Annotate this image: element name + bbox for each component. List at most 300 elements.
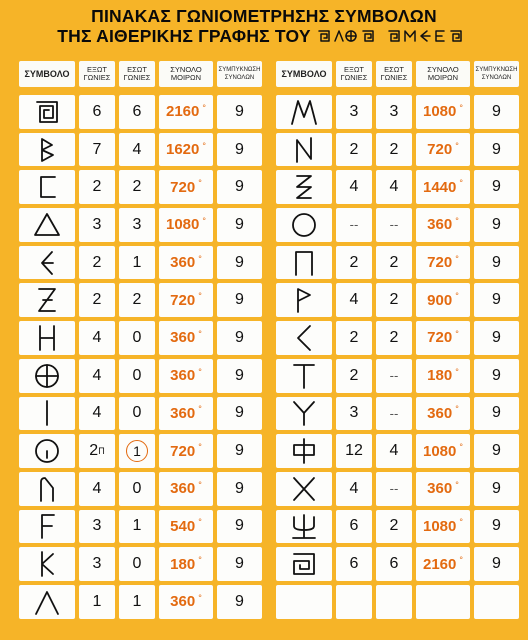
int-angles-value: 0: [132, 328, 142, 346]
sum-total-value: 9: [235, 517, 244, 535]
ext-angles-cell: [336, 472, 372, 506]
degree-mark: °: [202, 215, 206, 226]
int-angles-cell: [119, 170, 155, 204]
table-row: [17, 583, 264, 621]
total-degrees-cell: [416, 547, 470, 581]
degree-mark: °: [198, 366, 202, 377]
sum-total-value: 9: [492, 442, 501, 460]
total-degrees-value: 1440: [423, 178, 457, 196]
beta-like-icon: [32, 135, 62, 165]
sum-total-value: 9: [235, 253, 244, 271]
total-degrees-cell: [159, 510, 213, 544]
sum-total-value: 9: [235, 404, 244, 422]
ext-angles-cell: [79, 547, 115, 581]
int-angles-value: 6: [389, 555, 399, 573]
sum-total-value: 9: [492, 366, 501, 384]
lambda-icon: [32, 587, 62, 617]
total-degrees-cell: [159, 246, 213, 280]
symbol-cell: [19, 170, 75, 204]
int-angles-cell: [119, 397, 155, 431]
total-degrees-value: 360: [170, 593, 196, 611]
int-angles-value: 2: [389, 517, 399, 535]
degree-mark: °: [198, 479, 202, 490]
spiral-g-icon: [289, 549, 319, 579]
ext-angles-value: 2: [92, 253, 102, 271]
header-ext-angles: ΕΞΩΤ ΓΩΝΙΕΣ: [79, 61, 115, 87]
sum-total-cell: [217, 585, 262, 619]
total-degrees-value: 2160: [423, 555, 457, 573]
sum-total-cell: [217, 246, 262, 280]
total-degrees-cell: [159, 434, 213, 468]
sum-total-cell: [217, 321, 262, 355]
symbol-cell: [276, 283, 332, 317]
sum-total-value: 9: [235, 479, 244, 497]
total-degrees-value: 1080: [423, 442, 457, 460]
sum-total-value: 9: [235, 328, 244, 346]
k-glyph-icon: [32, 549, 62, 579]
total-degrees-cell: [416, 283, 470, 317]
degree-mark: °: [198, 291, 202, 302]
degree-mark: °: [459, 555, 463, 566]
int-angles-value: 6: [132, 102, 142, 120]
ext-angles-cell: [79, 133, 115, 167]
ext-angles-value: 12: [345, 442, 363, 460]
sum-total-cell: [474, 472, 519, 506]
symbol-cell: [276, 321, 332, 355]
total-degrees-value: 1080: [423, 517, 457, 535]
sum-total-value: 9: [492, 215, 501, 233]
n-glyph-icon: [289, 135, 319, 165]
ext-angles-value: 6: [349, 555, 359, 573]
sigma-glyph-icon: [289, 323, 319, 353]
degree-mark: °: [455, 140, 459, 151]
int-angles-value: 3: [389, 102, 399, 120]
sum-total-value: 9: [492, 517, 501, 535]
total-degrees-cell: [159, 359, 213, 393]
total-degrees-cell: [416, 95, 470, 129]
total-degrees-cell: [159, 397, 213, 431]
table-row: [274, 508, 521, 546]
ext-angles-cell: [79, 95, 115, 129]
degree-mark: °: [198, 517, 202, 528]
sum-total-cell: [217, 133, 262, 167]
total-degrees-value: 2160: [166, 103, 200, 121]
ext-angles-value: 4: [92, 328, 102, 346]
table-row: [274, 357, 521, 395]
table-row: [274, 244, 521, 282]
phi-glyph-icon: [289, 436, 319, 466]
ext-angles-value: 7: [92, 140, 102, 158]
int-angles-value: 1: [132, 253, 142, 271]
ext-angles-value: 4: [349, 178, 359, 196]
header-ext-angles: ΕΞΩΤ ΓΩΝΙΕΣ: [336, 61, 372, 87]
xi-glyph-icon: [289, 172, 319, 202]
degree-mark: °: [202, 102, 206, 113]
ext-angles-value: 3: [349, 404, 359, 422]
degree-mark: °: [455, 366, 459, 377]
degree-mark: °: [455, 291, 459, 302]
ext-angles-cell: [79, 321, 115, 355]
sum-total-cell: [474, 434, 519, 468]
ext-angles-value: 6: [349, 517, 359, 535]
sum-total-value: 9: [492, 328, 501, 346]
header-total-degrees: ΣΥΝΟΛΟ ΜΟΙΡΩΝ: [416, 61, 470, 87]
total-degrees-cell: [159, 133, 213, 167]
symbol-cell: [276, 434, 332, 468]
ext-angles-cell: [79, 246, 115, 280]
bracket-c-icon: [32, 172, 62, 202]
int-angles-cell: [376, 208, 412, 242]
symbol-cell: [276, 208, 332, 242]
sum-total-value: 9: [492, 291, 501, 309]
script-word-2-icon: [387, 28, 471, 44]
symbol-cell: [19, 472, 75, 506]
sum-total-cell: [217, 510, 262, 544]
symbol-cell: [276, 472, 332, 506]
total-degrees-value: 360: [170, 367, 196, 385]
table-row: [274, 93, 521, 131]
sum-total-value: 9: [492, 555, 501, 573]
ext-angles-cell: [336, 283, 372, 317]
int-angles-cell: [119, 472, 155, 506]
total-degrees-cell: [416, 472, 470, 506]
ext-angles-superscript: Π: [98, 446, 105, 457]
sum-total-value: 9: [235, 291, 244, 309]
header-sum-total: ΣΥΜΠΥΚΝΩΣΗ ΣΥΝΟΛΩΝ: [474, 61, 519, 87]
int-angles-cell: [376, 547, 412, 581]
sum-total-cell: [217, 170, 262, 204]
table-row: [274, 319, 521, 357]
ext-angles-cell: [336, 170, 372, 204]
sum-total-cell: [217, 359, 262, 393]
circle-dot-icon: [32, 436, 62, 466]
sum-total-cell: [474, 208, 519, 242]
total-degrees-cell: [159, 208, 213, 242]
int-angles-value: 1: [126, 440, 148, 462]
sum-total-cell: [217, 547, 262, 581]
total-degrees-value: 180: [427, 367, 453, 385]
int-angles-value: --: [389, 405, 399, 421]
symbol-cell: [276, 95, 332, 129]
ext-angles-value: 3: [349, 102, 359, 120]
symbol-cell: [19, 510, 75, 544]
sum-total-cell: [474, 170, 519, 204]
degree-mark: °: [198, 442, 202, 453]
degree-mark: °: [455, 479, 459, 490]
int-angles-value: --: [389, 217, 399, 233]
table-row: [274, 206, 521, 244]
degree-mark: °: [455, 404, 459, 415]
int-angles-cell: [119, 359, 155, 393]
sum-total-cell: [217, 208, 262, 242]
degree-mark: °: [198, 404, 202, 415]
int-angles-cell: [376, 170, 412, 204]
header-total-degrees: ΣΥΝΟΛΟ ΜΟΙΡΩΝ: [159, 61, 213, 87]
header-symbol: ΣΥΜΒΟΛΟ: [19, 61, 75, 87]
int-angles-cell: [376, 510, 412, 544]
ext-angles-cell: [79, 208, 115, 242]
symbol-cell: [19, 321, 75, 355]
int-angles-cell: [119, 95, 155, 129]
title: [0, 6, 528, 46]
table-row: [274, 281, 521, 319]
symbol-cell: [19, 434, 75, 468]
table-row-empty: [274, 583, 521, 621]
int-angles-cell: [119, 585, 155, 619]
sum-total-value: 9: [235, 140, 244, 158]
sum-total-value: 9: [492, 178, 501, 196]
symbol-cell: [19, 397, 75, 431]
ext-angles-value: 2: [349, 366, 359, 384]
sum-total-value: 9: [235, 555, 244, 573]
sum-total-value: 9: [235, 442, 244, 460]
table-row: [17, 395, 264, 433]
total-degrees-value: 360: [170, 480, 196, 498]
degree-mark: °: [198, 328, 202, 339]
total-degrees-value: 360: [170, 329, 196, 347]
int-angles-cell: [119, 283, 155, 317]
int-angles-cell: [119, 434, 155, 468]
table-row: [17, 244, 264, 282]
int-angles-cell: [376, 472, 412, 506]
ext-angles-cell: [79, 472, 115, 506]
triangle-icon: [32, 210, 62, 240]
int-angles-value: 0: [132, 366, 142, 384]
sum-total-cell: [217, 95, 262, 129]
total-degrees-value: 720: [427, 141, 453, 159]
degree-mark: °: [202, 140, 206, 151]
degree-mark: °: [198, 253, 202, 264]
sum-total-value: 9: [235, 592, 244, 610]
total-degrees-value: 720: [170, 178, 196, 196]
int-angles-value: 1: [132, 592, 142, 610]
sum-total-cell: [474, 246, 519, 280]
symbol-cell: [19, 547, 75, 581]
ext-angles-value: 4: [349, 479, 359, 497]
total-degrees-value: 360: [170, 254, 196, 272]
sum-total-value: 9: [492, 253, 501, 271]
total-degrees-cell: [159, 170, 213, 204]
int-angles-value: 2: [389, 253, 399, 271]
sum-total-cell: [474, 547, 519, 581]
table-row: [17, 545, 264, 583]
vertical-bar-icon: [32, 398, 62, 428]
empty-cell: [376, 585, 412, 619]
script-word-1-icon: [317, 28, 381, 44]
circle-icon: [289, 210, 319, 240]
total-degrees-value: 360: [427, 216, 453, 234]
int-angles-value: 4: [389, 178, 399, 196]
table-row: [274, 168, 521, 206]
ext-angles-cell: [336, 510, 372, 544]
ext-angles-cell: [336, 397, 372, 431]
header-int-angles: ΕΣΩΤ ΓΩΝΙΕΣ: [119, 61, 155, 87]
sum-total-value: 9: [492, 479, 501, 497]
total-degrees-value: 360: [427, 480, 453, 498]
total-degrees-value: 360: [427, 404, 453, 422]
sum-total-cell: [474, 510, 519, 544]
table-row: [274, 432, 521, 470]
int-angles-cell: [119, 547, 155, 581]
total-degrees-value: 1080: [166, 216, 200, 234]
sum-total-cell: [474, 397, 519, 431]
z-glyph-icon: [32, 285, 62, 315]
sum-total-cell: [217, 472, 262, 506]
arrow-left-stem-icon: [32, 248, 62, 278]
int-angles-value: 3: [132, 215, 142, 233]
ext-angles-cell: [336, 246, 372, 280]
total-degrees-value: 720: [427, 254, 453, 272]
int-angles-value: 2: [389, 291, 399, 309]
int-angles-value: 0: [132, 555, 142, 573]
ext-angles-cell: [336, 321, 372, 355]
sum-total-value: 9: [235, 366, 244, 384]
sum-total-cell: [474, 133, 519, 167]
int-angles-value: 0: [132, 479, 142, 497]
degree-mark: °: [198, 592, 202, 603]
ext-angles-cell: [79, 510, 115, 544]
total-degrees-cell: [416, 359, 470, 393]
int-angles-cell: [376, 359, 412, 393]
symbol-cell: [276, 547, 332, 581]
ext-angles-cell: [336, 95, 372, 129]
total-degrees-value: 720: [170, 442, 196, 460]
total-degrees-value: 180: [170, 555, 196, 573]
symbol-cell: [19, 246, 75, 280]
int-angles-value: 2: [389, 140, 399, 158]
symbol-cell: [19, 208, 75, 242]
int-angles-cell: [376, 321, 412, 355]
sum-total-value: 9: [492, 404, 501, 422]
int-angles-cell: [119, 246, 155, 280]
y-glyph-icon: [289, 398, 319, 428]
circle-cross-icon: [32, 361, 62, 391]
int-angles-value: 4: [132, 140, 142, 158]
total-degrees-cell: [416, 133, 470, 167]
symbol-cell: [19, 283, 75, 317]
int-angles-cell: [119, 208, 155, 242]
ext-angles-cell: [79, 434, 115, 468]
x-glyph-icon: [289, 474, 319, 504]
sum-total-cell: [217, 397, 262, 431]
pi-glyph-icon: [289, 248, 319, 278]
ext-angles-cell: [79, 585, 115, 619]
m-glyph-icon: [289, 97, 319, 127]
ext-angles-value: 2: [349, 328, 359, 346]
total-degrees-cell: [416, 434, 470, 468]
sum-total-cell: [474, 95, 519, 129]
ext-angles-value: 4: [349, 291, 359, 309]
int-angles-cell: [376, 246, 412, 280]
total-degrees-cell: [159, 585, 213, 619]
sum-total-cell: [217, 434, 262, 468]
empty-cell: [276, 585, 332, 619]
title-line-2: [57, 26, 470, 46]
symbol-cell: [276, 397, 332, 431]
total-degrees-value: 720: [170, 291, 196, 309]
ext-angles-cell: [79, 283, 115, 317]
empty-cell: [336, 585, 372, 619]
f-glyph-icon: [32, 511, 62, 541]
total-degrees-value: 1080: [423, 103, 457, 121]
title-line-1: ΠΙΝΑΚΑΣ ΓΩΝΙΟΜΕΤΡΗΣΗΣ ΣΥΜΒΟΛΩΝ: [91, 6, 437, 26]
degree-mark: °: [198, 555, 202, 566]
right-table: [274, 93, 521, 621]
int-angles-value: --: [389, 481, 399, 497]
table-row: [17, 168, 264, 206]
sum-total-value: 9: [235, 102, 244, 120]
table-row: [17, 470, 264, 508]
table-row: [17, 93, 264, 131]
int-angles-value: --: [389, 368, 399, 384]
symbol-cell: [19, 95, 75, 129]
ext-angles-value: 2: [349, 140, 359, 158]
sum-total-cell: [474, 321, 519, 355]
degree-mark: °: [459, 102, 463, 113]
empty-cell: [474, 585, 519, 619]
title-line-2-text: ΤΗΣ ΑΙΘΕΡΙΚΗΣ ΓΡΑΦΗΣ ΤΟΥ: [57, 26, 311, 46]
sum-total-cell: [474, 283, 519, 317]
sum-total-value: 9: [492, 140, 501, 158]
ext-angles-cell: [336, 547, 372, 581]
ext-angles-cell: [79, 170, 115, 204]
table-row: [274, 545, 521, 583]
table-row: [274, 470, 521, 508]
total-degrees-cell: [416, 397, 470, 431]
int-angles-cell: [376, 95, 412, 129]
int-angles-cell: [376, 283, 412, 317]
symbol-cell: [276, 246, 332, 280]
ext-angles-value: 6: [92, 102, 102, 120]
ext-angles-value: 1: [92, 592, 102, 610]
ext-angles-cell: [336, 359, 372, 393]
symbol-cell: [276, 170, 332, 204]
table-row: [17, 432, 264, 470]
table-row: [274, 395, 521, 433]
hook-n-icon: [32, 474, 62, 504]
symbol-cell: [276, 510, 332, 544]
total-degrees-cell: [416, 208, 470, 242]
symbol-cell: [19, 585, 75, 619]
total-degrees-cell: [159, 321, 213, 355]
symbol-cell: [276, 133, 332, 167]
sum-total-value: 9: [235, 178, 244, 196]
ext-angles-value: 2: [92, 291, 102, 309]
ext-angles-value: 2: [92, 178, 102, 196]
degree-mark: °: [455, 215, 459, 226]
total-degrees-cell: [416, 246, 470, 280]
h-glyph-icon: [32, 323, 62, 353]
int-angles-value: 2: [132, 178, 142, 196]
int-angles-cell: [376, 397, 412, 431]
int-angles-value: 1: [132, 517, 142, 535]
t-glyph-icon: [289, 361, 319, 391]
int-angles-cell: [376, 434, 412, 468]
empty-cell: [416, 585, 470, 619]
psi-glyph-icon: [289, 511, 319, 541]
table-row: [17, 319, 264, 357]
int-angles-value: 2: [389, 328, 399, 346]
sum-total-cell: [217, 283, 262, 317]
table-row: [17, 357, 264, 395]
header-symbol: ΣΥΜΒΟΛΟ: [276, 61, 332, 87]
degree-mark: °: [459, 517, 463, 528]
total-degrees-cell: [159, 95, 213, 129]
total-degrees-cell: [159, 283, 213, 317]
ext-angles-cell: [336, 133, 372, 167]
symbol-cell: [19, 359, 75, 393]
int-angles-value: 4: [389, 442, 399, 460]
